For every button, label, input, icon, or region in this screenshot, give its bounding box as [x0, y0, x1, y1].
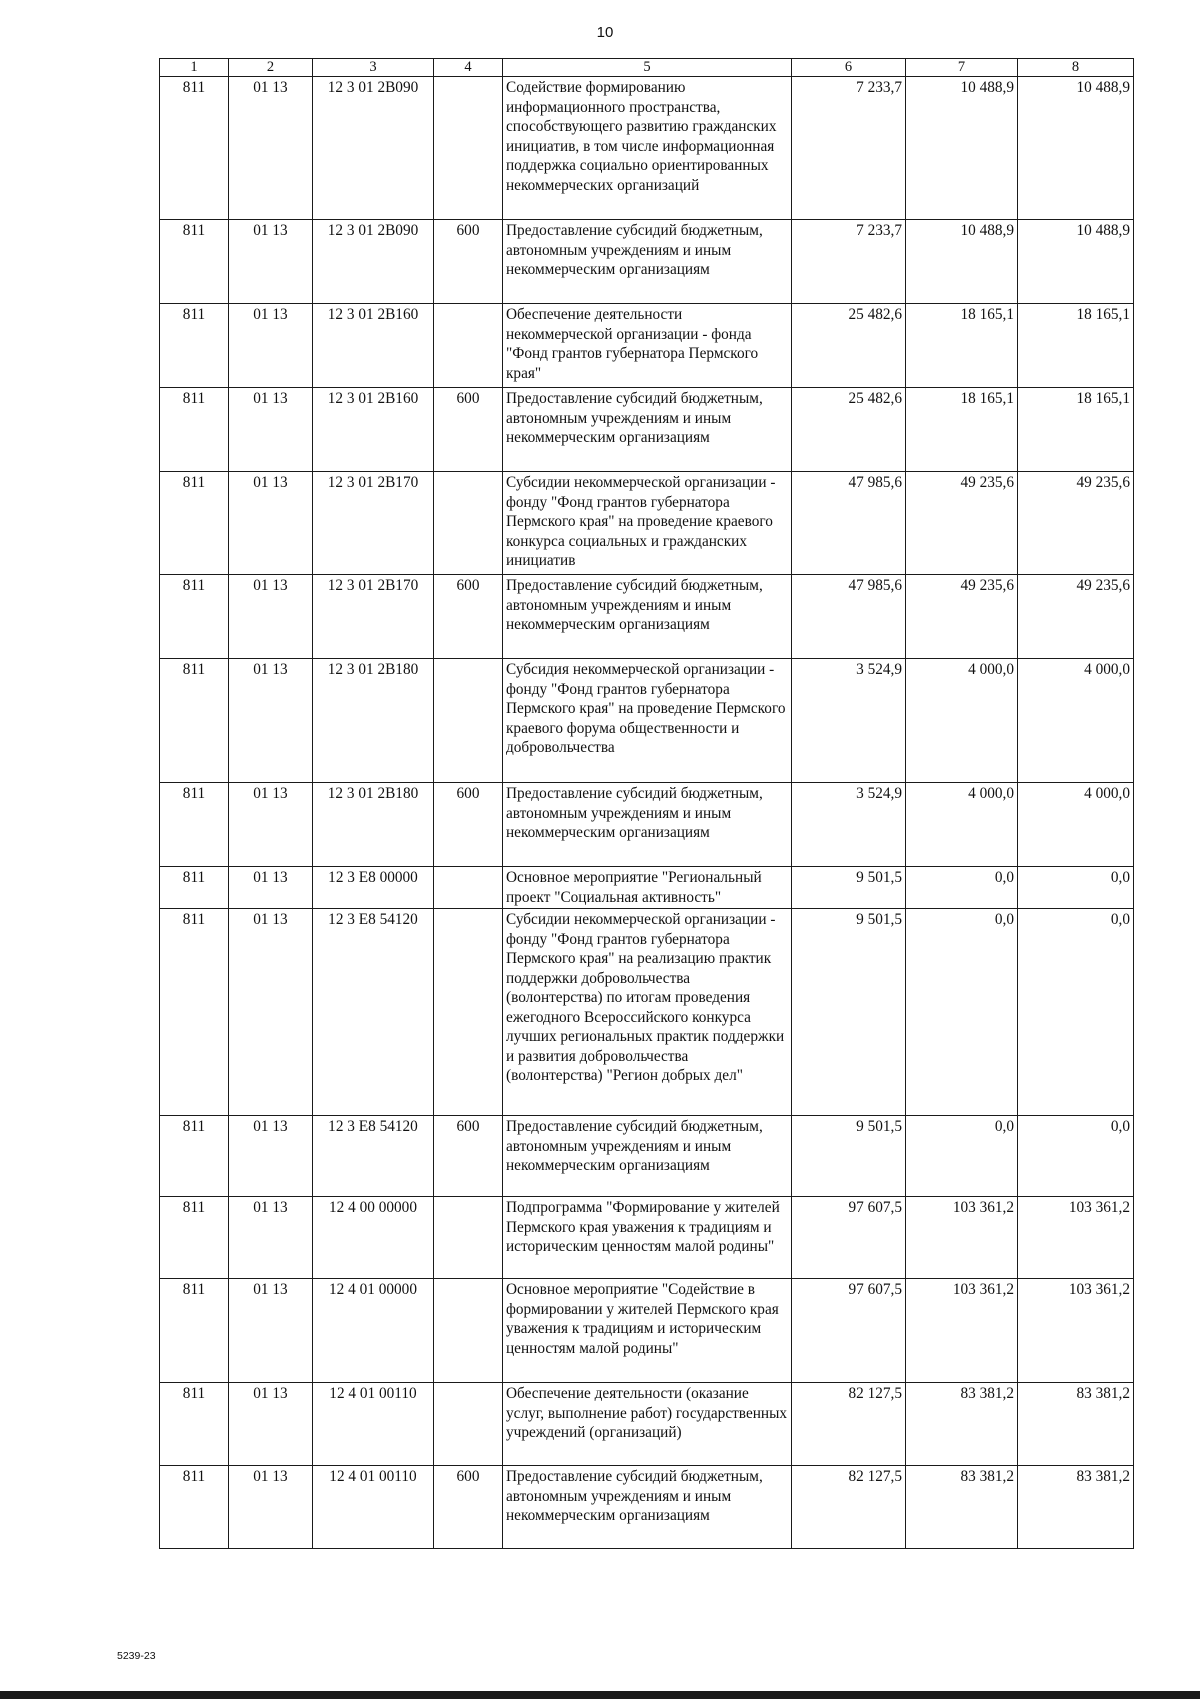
cell-ministry-code: 811 [160, 1383, 229, 1466]
cell-ministry-code: 811 [160, 575, 229, 659]
cell-target-article: 12 3 01 2В160 [313, 304, 434, 388]
cell-description: Предоставление субсидий бюджетным, автономным учреждениям и иным некоммерческим организациям [503, 783, 792, 867]
cell-amount-year1: 25 482,6 [792, 388, 906, 472]
cell-amount-year1: 9 501,5 [792, 867, 906, 909]
cell-amount-year1: 47 985,6 [792, 575, 906, 659]
cell-amount-year3: 0,0 [1018, 867, 1134, 909]
col-header-7: 7 [906, 59, 1018, 77]
cell-amount-year1: 3 524,9 [792, 659, 906, 783]
cell-amount-year2: 18 165,1 [906, 388, 1018, 472]
page-number: 10 [596, 24, 614, 41]
cell-target-article: 12 4 00 00000 [313, 1197, 434, 1279]
cell-amount-year2: 0,0 [906, 1116, 1018, 1197]
cell-expense-type: 600 [434, 388, 503, 472]
cell-amount-year2: 0,0 [906, 867, 1018, 909]
cell-section-code: 01 13 [229, 1383, 313, 1466]
cell-description: Обеспечение деятельности некоммерческой организации - фонда "Фонд грантов губернатора Пермского края" [503, 304, 792, 388]
cell-description: Субсидии некоммерческой организации - фонду "Фонд грантов губернатора Пермского края" на реализацию практик поддержки добровольчества (волонтерства) по итогам проведения ежегодного Всероссийского конкурса лучших региональных практик поддержки и развития добровольчества (волонтерства) "Регион добрых дел" [503, 909, 792, 1116]
cell-amount-year2: 49 235,6 [906, 472, 1018, 575]
col-header-2: 2 [229, 59, 313, 77]
cell-description: Основное мероприятие "Содействие в формировании у жителей Пермского края уважения к традициям и историческим ценностям малой родины" [503, 1279, 792, 1383]
cell-amount-year3: 10 488,9 [1018, 77, 1134, 220]
cell-ministry-code: 811 [160, 1466, 229, 1549]
cell-target-article: 12 3 01 2В180 [313, 659, 434, 783]
cell-ministry-code: 811 [160, 304, 229, 388]
cell-amount-year3: 4 000,0 [1018, 659, 1134, 783]
cell-amount-year1: 97 607,5 [792, 1197, 906, 1279]
cell-amount-year3: 83 381,2 [1018, 1383, 1134, 1466]
cell-amount-year2: 0,0 [906, 909, 1018, 1116]
col-header-6: 6 [792, 59, 906, 77]
cell-amount-year3: 83 381,2 [1018, 1466, 1134, 1549]
cell-target-article: 12 3 E8 54120 [313, 1116, 434, 1197]
cell-section-code: 01 13 [229, 867, 313, 909]
table-row [160, 220, 1134, 304]
cell-amount-year2: 18 165,1 [906, 304, 1018, 388]
document-code: 5239-23 [117, 1650, 156, 1662]
table-row [160, 1279, 1134, 1383]
cell-target-article: 12 3 E8 54120 [313, 909, 434, 1116]
cell-ministry-code: 811 [160, 77, 229, 220]
cell-target-article: 12 3 01 2В090 [313, 77, 434, 220]
col-header-8: 8 [1018, 59, 1134, 77]
cell-target-article: 12 4 01 00110 [313, 1466, 434, 1549]
cell-ministry-code: 811 [160, 1116, 229, 1197]
cell-amount-year2: 10 488,9 [906, 220, 1018, 304]
cell-description: Предоставление субсидий бюджетным, автономным учреждениям и иным некоммерческим организациям [503, 1116, 792, 1197]
cell-amount-year3: 103 361,2 [1018, 1279, 1134, 1383]
cell-amount-year1: 7 233,7 [792, 77, 906, 220]
cell-amount-year3: 18 165,1 [1018, 304, 1134, 388]
cell-amount-year1: 82 127,5 [792, 1383, 906, 1466]
cell-expense-type [434, 909, 503, 1116]
cell-amount-year2: 4 000,0 [906, 659, 1018, 783]
cell-description: Субсидии некоммерческой организации - фонду "Фонд грантов губернатора Пермского края" на проведение краевого конкурса социальных и гражданских инициатив [503, 472, 792, 575]
table-row [160, 472, 1134, 575]
header-row [160, 59, 1134, 77]
cell-amount-year2: 103 361,2 [906, 1279, 1018, 1383]
cell-expense-type: 600 [434, 783, 503, 867]
scan-bottom-edge [0, 1691, 1200, 1699]
cell-section-code: 01 13 [229, 659, 313, 783]
cell-ministry-code: 811 [160, 867, 229, 909]
table-row [160, 867, 1134, 909]
cell-description: Субсидия некоммерческой организации - фонду "Фонд грантов губернатора Пермского края" на проведение Пермского краевого форума общественности и добровольчества [503, 659, 792, 783]
cell-amount-year1: 25 482,6 [792, 304, 906, 388]
cell-target-article: 12 3 01 2В160 [313, 388, 434, 472]
table-row [160, 304, 1134, 388]
cell-amount-year1: 3 524,9 [792, 783, 906, 867]
cell-ministry-code: 811 [160, 220, 229, 304]
table-row [160, 388, 1134, 472]
cell-amount-year3: 0,0 [1018, 909, 1134, 1116]
cell-target-article: 12 3 01 2В170 [313, 575, 434, 659]
cell-amount-year3: 18 165,1 [1018, 388, 1134, 472]
cell-amount-year1: 47 985,6 [792, 472, 906, 575]
cell-section-code: 01 13 [229, 783, 313, 867]
cell-amount-year1: 9 501,5 [792, 1116, 906, 1197]
cell-section-code: 01 13 [229, 220, 313, 304]
cell-ministry-code: 811 [160, 659, 229, 783]
cell-amount-year1: 97 607,5 [792, 1279, 906, 1383]
cell-section-code: 01 13 [229, 77, 313, 220]
table-row [160, 909, 1134, 1116]
table-row [160, 1116, 1134, 1197]
table-row [160, 659, 1134, 783]
cell-section-code: 01 13 [229, 1197, 313, 1279]
cell-amount-year3: 4 000,0 [1018, 783, 1134, 867]
col-header-1: 1 [160, 59, 229, 77]
table-row [160, 77, 1134, 220]
cell-ministry-code: 811 [160, 1279, 229, 1383]
table-row [160, 1383, 1134, 1466]
cell-section-code: 01 13 [229, 388, 313, 472]
cell-amount-year1: 7 233,7 [792, 220, 906, 304]
cell-target-article: 12 3 01 2В170 [313, 472, 434, 575]
cell-target-article: 12 3 E8 00000 [313, 867, 434, 909]
cell-amount-year1: 9 501,5 [792, 909, 906, 1116]
cell-section-code: 01 13 [229, 909, 313, 1116]
cell-description: Обеспечение деятельности (оказание услуг, выполнение работ) государственных учреждений (организаций) [503, 1383, 792, 1466]
cell-section-code: 01 13 [229, 304, 313, 388]
cell-ministry-code: 811 [160, 388, 229, 472]
cell-description: Предоставление субсидий бюджетным, автономным учреждениям и иным некоммерческим организациям [503, 220, 792, 304]
cell-amount-year1: 82 127,5 [792, 1466, 906, 1549]
cell-target-article: 12 3 01 2В090 [313, 220, 434, 304]
cell-amount-year2: 83 381,2 [906, 1383, 1018, 1466]
cell-expense-type [434, 77, 503, 220]
cell-amount-year2: 103 361,2 [906, 1197, 1018, 1279]
cell-expense-type: 600 [434, 575, 503, 659]
cell-expense-type: 600 [434, 1466, 503, 1549]
table-row [160, 1466, 1134, 1549]
cell-ministry-code: 811 [160, 909, 229, 1116]
cell-target-article: 12 4 01 00000 [313, 1279, 434, 1383]
cell-description: Предоставление субсидий бюджетным, автономным учреждениям и иным некоммерческим организациям [503, 575, 792, 659]
cell-amount-year2: 4 000,0 [906, 783, 1018, 867]
cell-section-code: 01 13 [229, 1279, 313, 1383]
cell-ministry-code: 811 [160, 783, 229, 867]
cell-expense-type [434, 472, 503, 575]
cell-section-code: 01 13 [229, 472, 313, 575]
cell-amount-year3: 10 488,9 [1018, 220, 1134, 304]
cell-expense-type [434, 659, 503, 783]
cell-expense-type [434, 1383, 503, 1466]
table-row [160, 783, 1134, 867]
col-header-3: 3 [313, 59, 434, 77]
table-row [160, 1197, 1134, 1279]
cell-amount-year3: 103 361,2 [1018, 1197, 1134, 1279]
cell-target-article: 12 3 01 2В180 [313, 783, 434, 867]
cell-ministry-code: 811 [160, 472, 229, 575]
table-body [160, 77, 1134, 1549]
cell-section-code: 01 13 [229, 1466, 313, 1549]
budget-table [159, 58, 1134, 1549]
cell-description: Подпрограмма "Формирование у жителей Пермского края уважения к традициям и историческим ценностям малой родины" [503, 1197, 792, 1279]
cell-expense-type: 600 [434, 220, 503, 304]
cell-amount-year2: 49 235,6 [906, 575, 1018, 659]
col-header-4: 4 [434, 59, 503, 77]
cell-section-code: 01 13 [229, 1116, 313, 1197]
cell-expense-type [434, 304, 503, 388]
table-row [160, 575, 1134, 659]
cell-description: Предоставление субсидий бюджетным, автономным учреждениям и иным некоммерческим организациям [503, 388, 792, 472]
cell-expense-type [434, 1197, 503, 1279]
cell-description: Предоставление субсидий бюджетным, автономным учреждениям и иным некоммерческим организациям [503, 1466, 792, 1549]
cell-expense-type: 600 [434, 1116, 503, 1197]
cell-amount-year3: 0,0 [1018, 1116, 1134, 1197]
cell-amount-year2: 10 488,9 [906, 77, 1018, 220]
cell-amount-year3: 49 235,6 [1018, 575, 1134, 659]
cell-amount-year2: 83 381,2 [906, 1466, 1018, 1549]
cell-expense-type [434, 1279, 503, 1383]
cell-expense-type [434, 867, 503, 909]
cell-target-article: 12 4 01 00110 [313, 1383, 434, 1466]
cell-description: Содействие формированию информационного пространства, способствующего развитию гражданских инициатив, в том числе информационная поддержка социально ориентированных некоммерческих организаций [503, 77, 792, 220]
cell-ministry-code: 811 [160, 1197, 229, 1279]
cell-amount-year3: 49 235,6 [1018, 472, 1134, 575]
cell-section-code: 01 13 [229, 575, 313, 659]
cell-description: Основное мероприятие "Региональный проект "Социальная активность" [503, 867, 792, 909]
col-header-5: 5 [503, 59, 792, 77]
